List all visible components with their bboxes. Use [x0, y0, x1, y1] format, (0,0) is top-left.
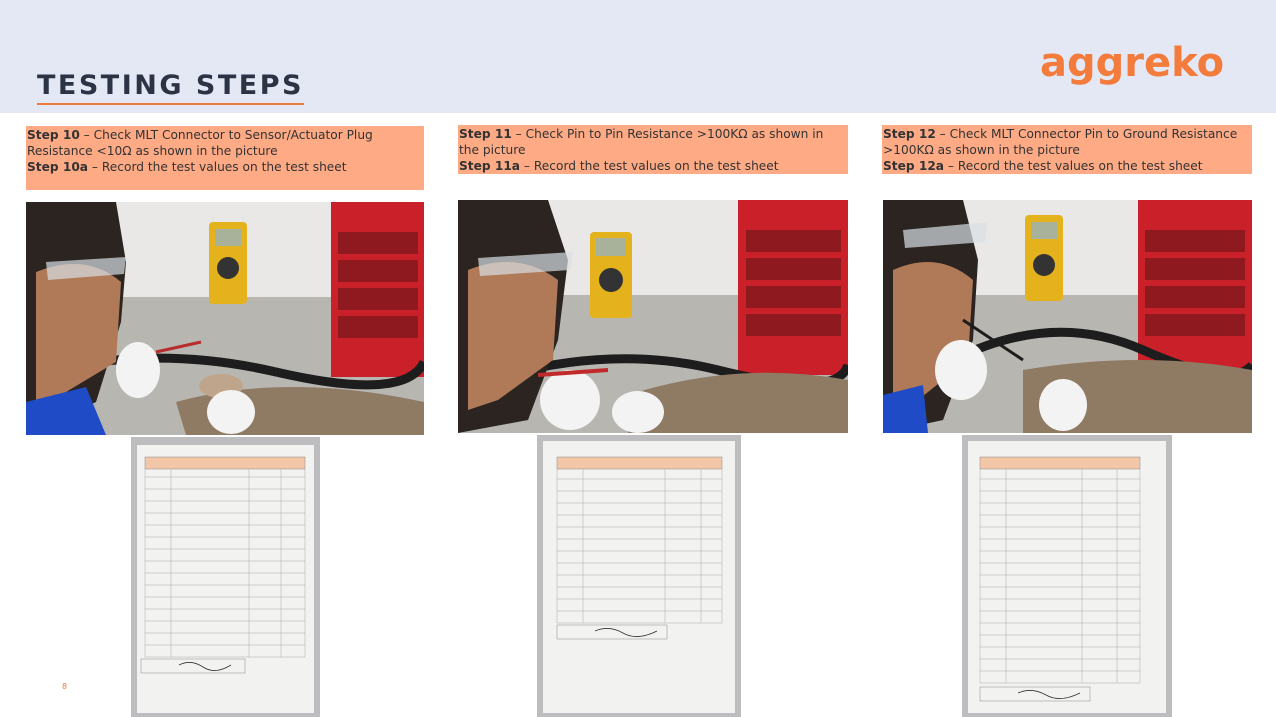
step-text: – Check Pin to Pin Resistance >100KΩ as shown in the picture: [459, 127, 824, 157]
step-10-photo: [26, 202, 424, 435]
step-label: Step 12: [883, 127, 936, 141]
aggreko-logo: aggreko: [1040, 40, 1225, 86]
step-10-box: [26, 126, 424, 190]
test-sheet-photo-1: [131, 437, 320, 717]
record-label: Step 12a: [883, 159, 945, 173]
step-12-photo: [883, 200, 1252, 433]
step-11-box: [458, 125, 848, 174]
step-label: Step 11: [459, 127, 512, 141]
page-number: 8: [62, 682, 68, 691]
record-text: – Record the test values on the test sheet: [88, 160, 347, 174]
record-text: – Record the test values on the test sheet: [944, 159, 1203, 173]
step-text: – Check MLT Connector Pin to Ground Resistance >100KΩ as shown in the picture: [883, 127, 1238, 157]
step-11-photo: [458, 200, 848, 433]
record-text: – Record the test values on the test sheet: [520, 159, 779, 173]
step-12-box: [882, 125, 1252, 174]
step-text: – Check MLT Connector to Sensor/Actuator Plug Resistance <10Ω as shown in the picture: [27, 128, 373, 158]
test-sheet-photo-3: [962, 435, 1172, 717]
test-sheet-photo-2: [537, 435, 741, 717]
record-label: Step 11a: [459, 159, 521, 173]
page-title: TESTING STEPS: [37, 70, 304, 105]
step-label: Step 10: [27, 128, 80, 142]
record-label: Step 10a: [27, 160, 89, 174]
